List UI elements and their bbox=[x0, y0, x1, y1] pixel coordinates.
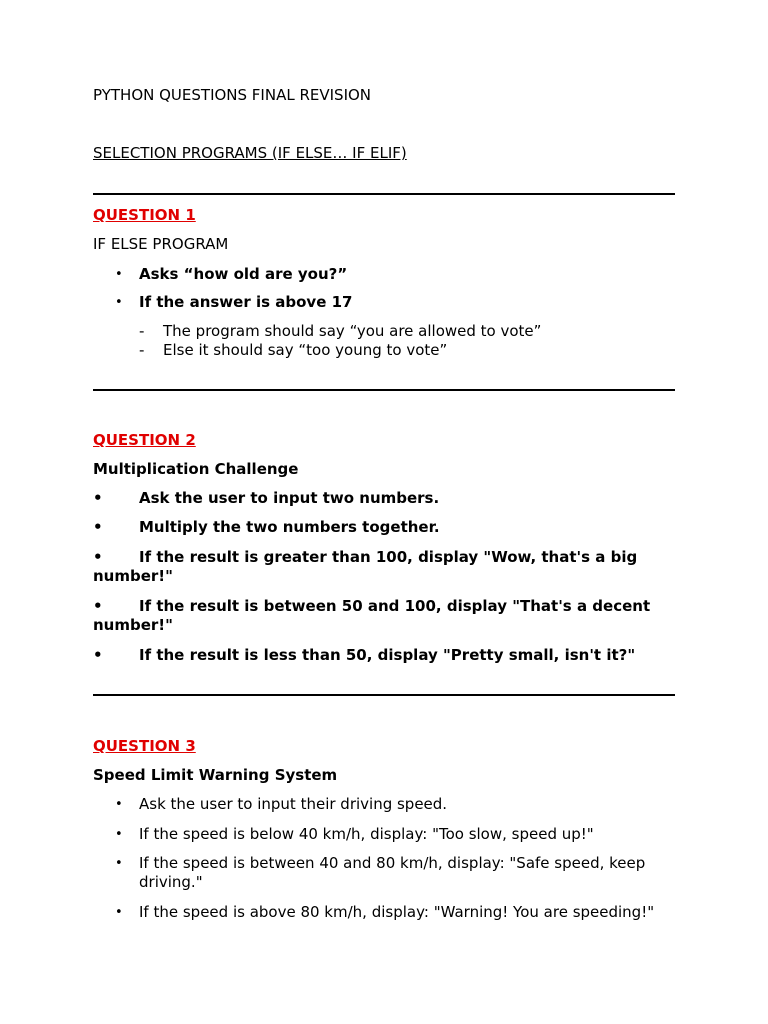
dash-icon: - bbox=[139, 341, 145, 359]
question-3-bullet: Ask the user to input their driving speed. bbox=[139, 795, 448, 813]
question-1-subitem: The program should say “you are allowed to vote” bbox=[163, 322, 542, 340]
bullet-icon: • bbox=[93, 646, 103, 664]
question-3-label: QUESTION 3 bbox=[93, 737, 196, 755]
question-2-bullet: If the result is less than 50, display "Pretty small, isn't it?" bbox=[139, 646, 636, 664]
bullet-icon: • bbox=[93, 518, 103, 536]
bullet-icon: • bbox=[115, 856, 123, 871]
bullet-icon: • bbox=[93, 548, 103, 566]
question-2-item bbox=[93, 548, 675, 586]
bullet-icon: • bbox=[115, 797, 123, 812]
bullet-icon: • bbox=[115, 905, 123, 920]
question-1-type: IF ELSE PROGRAM bbox=[93, 235, 229, 253]
bullet-icon: • bbox=[115, 827, 123, 842]
question-2-item bbox=[93, 518, 675, 537]
section-heading: SELECTION PROGRAMS (IF ELSE… IF ELIF) bbox=[93, 144, 407, 162]
question-2-bullet: Ask the user to input two numbers. bbox=[139, 489, 440, 507]
bullet-icon: • bbox=[115, 295, 123, 310]
question-1-label: QUESTION 1 bbox=[93, 206, 196, 224]
question-2-bullet: If the result is between 50 and 100, display "That's a decent number!" bbox=[93, 597, 651, 634]
question-3-bullet: If the speed is between 40 and 80 km/h, display: "Safe speed, keep driving." bbox=[139, 854, 646, 891]
question-2-bullet: Multiply the two numbers together. bbox=[139, 518, 440, 536]
question-2-bullet: If the result is greater than 100, display "Wow, that's a big number!" bbox=[93, 548, 638, 585]
document-title: PYTHON QUESTIONS FINAL REVISION bbox=[93, 86, 372, 104]
bullet-icon: • bbox=[93, 489, 103, 507]
question-2-label: QUESTION 2 bbox=[93, 431, 196, 449]
dash-icon: - bbox=[139, 322, 145, 340]
question-3-bullet: If the speed is above 80 km/h, display: "Warning! You are speeding!" bbox=[139, 903, 655, 921]
question-2-title: Multiplication Challenge bbox=[93, 460, 299, 478]
question-2-item bbox=[93, 489, 675, 508]
divider bbox=[93, 694, 675, 696]
divider bbox=[93, 389, 675, 391]
question-1-bullet: If the answer is above 17 bbox=[139, 293, 353, 311]
bullet-icon: • bbox=[115, 267, 123, 282]
question-3-title: Speed Limit Warning System bbox=[93, 766, 338, 784]
question-1-subitem: Else it should say “too young to vote” bbox=[163, 341, 448, 359]
question-2-item bbox=[93, 646, 675, 665]
question-1-bullet: Asks “how old are you?” bbox=[139, 265, 348, 283]
bullet-icon: • bbox=[93, 597, 103, 615]
question-2-item bbox=[93, 597, 675, 635]
divider bbox=[93, 193, 675, 195]
question-3-bullet: If the speed is below 40 km/h, display: "Too slow, speed up!" bbox=[139, 825, 594, 843]
